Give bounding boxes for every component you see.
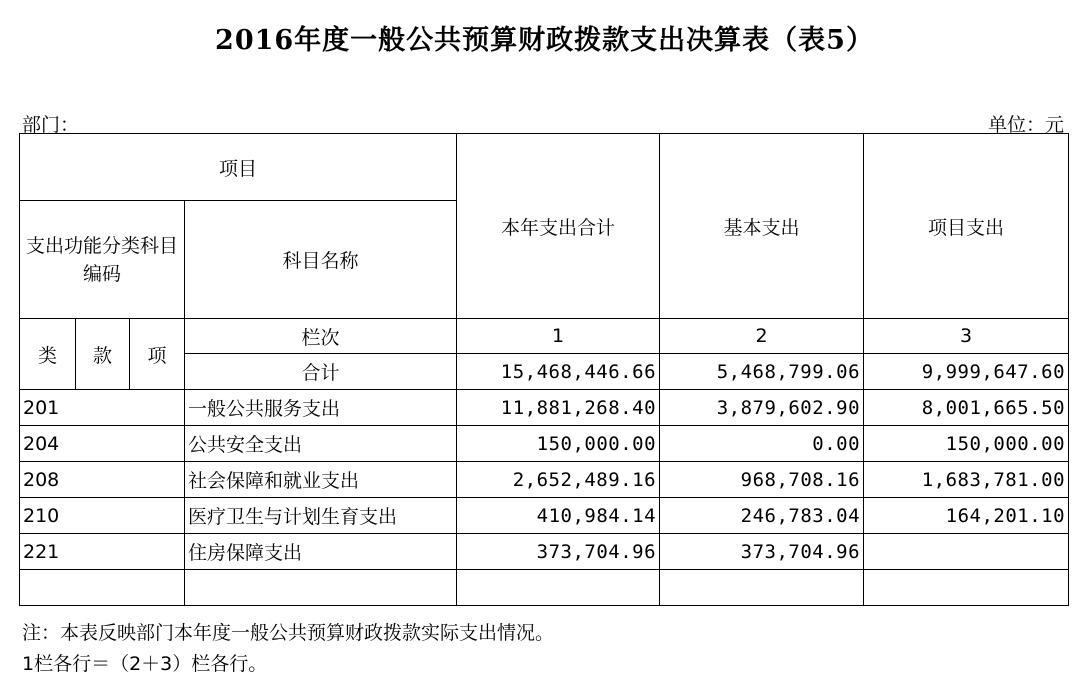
column-number-1: 1 bbox=[457, 319, 660, 354]
row-basic: 968,708.16 bbox=[660, 462, 864, 498]
header-xiang: 项 bbox=[130, 319, 185, 390]
table-row bbox=[20, 462, 1069, 498]
row-project: 150,000.00 bbox=[864, 426, 1069, 462]
row-basic: 373,704.96 bbox=[660, 534, 864, 570]
header-lei: 类 bbox=[20, 319, 76, 390]
header-project: 项目支出 bbox=[864, 134, 1069, 319]
row-project bbox=[864, 534, 1069, 570]
header-name: 科目名称 bbox=[185, 201, 457, 319]
table-row bbox=[20, 498, 1069, 534]
row-code: 221 bbox=[20, 534, 76, 570]
row-total: 150,000.00 bbox=[457, 426, 660, 462]
note-line-2: 1栏各行＝（2＋3）栏各行。 bbox=[22, 653, 268, 675]
row-basic: 246,783.04 bbox=[660, 498, 864, 534]
row-name: 一般公共服务支出 bbox=[185, 390, 457, 426]
row-total: 410,984.14 bbox=[457, 498, 660, 534]
row-name: 社会保障和就业支出 bbox=[185, 462, 457, 498]
page-title: 2016年度一般公共预算财政拨款支出决算表（表5） bbox=[215, 25, 874, 56]
row-code: 208 bbox=[20, 462, 76, 498]
total-basic: 5,468,799.06 bbox=[660, 354, 864, 390]
empty-row bbox=[20, 570, 1069, 606]
row-basic: 0.00 bbox=[660, 426, 864, 462]
column-number-2: 2 bbox=[660, 319, 864, 354]
total-project: 9,999,647.60 bbox=[864, 354, 1069, 390]
unit-label: 单位：元 bbox=[987, 114, 1064, 136]
header-item: 项目 bbox=[20, 134, 457, 201]
column-order-label: 栏次 bbox=[185, 319, 457, 354]
table-row bbox=[20, 426, 1069, 462]
row-total: 11,881,268.40 bbox=[457, 390, 660, 426]
row-basic: 3,879,602.90 bbox=[660, 390, 864, 426]
row-name: 医疗卫生与计划生育支出 bbox=[185, 498, 457, 534]
budget-table bbox=[19, 133, 1069, 606]
table-row bbox=[20, 534, 1069, 570]
row-project: 164,201.10 bbox=[864, 498, 1069, 534]
row-code: 210 bbox=[20, 498, 76, 534]
row-total: 2,652,489.16 bbox=[457, 462, 660, 498]
total-amount: 15,468,446.66 bbox=[457, 354, 660, 390]
header-kuan: 款 bbox=[76, 319, 130, 390]
row-total: 373,704.96 bbox=[457, 534, 660, 570]
department-label: 部门： bbox=[22, 114, 80, 136]
row-code: 201 bbox=[20, 390, 76, 426]
table-row bbox=[20, 390, 1069, 426]
row-project: 8,001,665.50 bbox=[864, 390, 1069, 426]
row-project: 1,683,781.00 bbox=[864, 462, 1069, 498]
note-line-1: 注：本表反映部门本年度一般公共预算财政拨款实际支出情况。 bbox=[22, 622, 555, 644]
header-code: 支出功能分类科目编码 bbox=[20, 201, 185, 319]
row-name: 住房保障支出 bbox=[185, 534, 457, 570]
row-name: 公共安全支出 bbox=[185, 426, 457, 462]
header-total: 本年支出合计 bbox=[457, 134, 660, 319]
total-label: 合计 bbox=[185, 354, 457, 390]
column-number-3: 3 bbox=[864, 319, 1069, 354]
row-code: 204 bbox=[20, 426, 76, 462]
header-basic: 基本支出 bbox=[660, 134, 864, 319]
